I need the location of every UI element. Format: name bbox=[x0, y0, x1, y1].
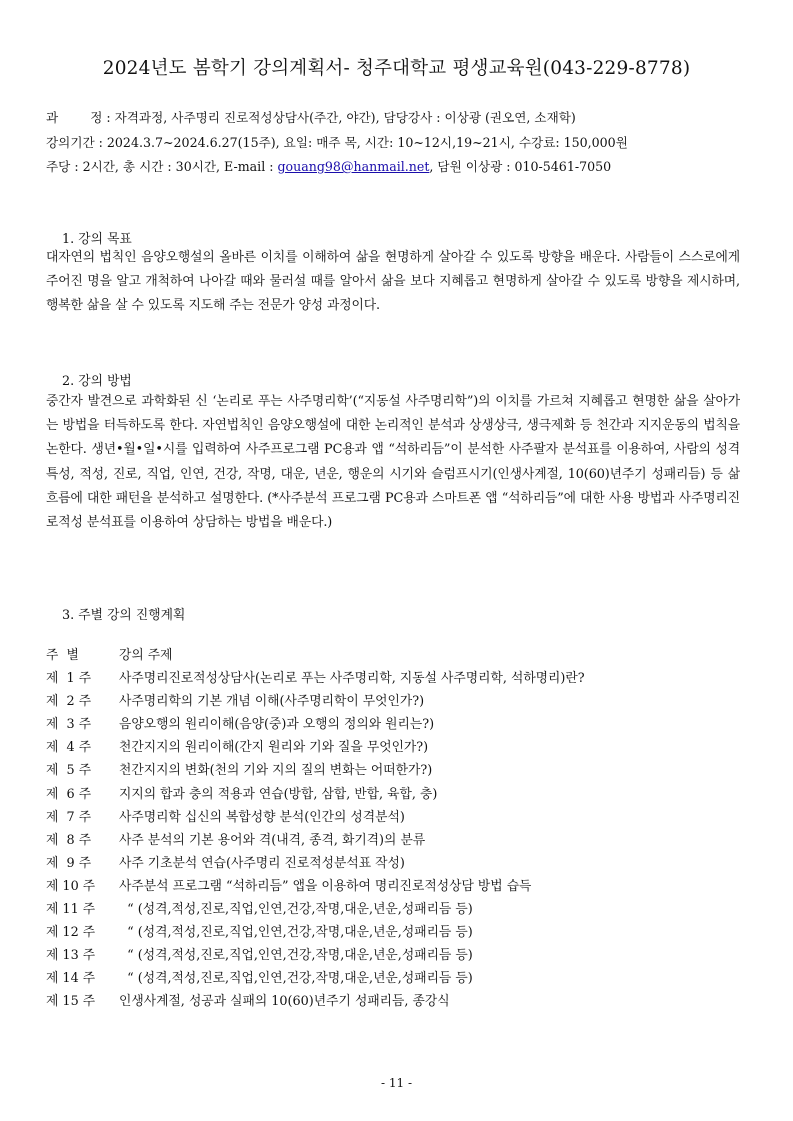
schedule-row bbox=[46, 990, 746, 1013]
schedule-week: 제 11 주 bbox=[46, 902, 96, 918]
schedule-header-week: 주 별 bbox=[46, 648, 79, 663]
weekly-schedule bbox=[46, 644, 746, 1014]
schedule-topic: 천간지지의 변화(천의 기와 지의 질의 변화는 어떠한가?) bbox=[119, 763, 433, 779]
schedule-header bbox=[46, 644, 746, 667]
schedule-row bbox=[46, 852, 746, 875]
schedule-row bbox=[46, 875, 746, 898]
contact-prefix: 주당 : 2시간, 총 시간 : 30시간, E-mail : bbox=[46, 159, 278, 174]
goal-text: 대자연의 법칙인 음양오행설의 올바른 이치를 이해하여 삶을 현명하게 살아갈 수 있도록 방향을 배운다. 사람들이 스스로에게 주어진 명을 알고 개척하여 나아갈 때와 물러설 때를 알아서 삶을 보다 지혜롭고 현명하게 살아갈 수 있도록 방향을 제시하며, 행복한 삶을 살 수 있도록 지도해 주는 전문가 양성 과정이다. bbox=[46, 250, 740, 314]
page-title: 2024년도 봄학기 강의계획서- 청주대학교 평생교육원(043-229-8778) bbox=[102, 58, 691, 79]
schedule-topic: “ (성격,적성,진로,직업,인연,건강,작명,대운,년운,성패리듬 등) bbox=[119, 902, 473, 918]
schedule-row bbox=[46, 783, 746, 806]
schedule-row bbox=[46, 898, 746, 921]
schedule-week: 제 2 주 bbox=[46, 694, 92, 710]
page-number: - 11 - bbox=[380, 1076, 412, 1090]
schedule-week: 제 10 주 bbox=[46, 878, 96, 894]
schedule-row bbox=[46, 713, 746, 736]
schedule-week: 제 13 주 bbox=[46, 948, 96, 964]
schedule-topic: 사주 기초분석 연습(사주명리 진로적성분석표 작성) bbox=[119, 855, 405, 871]
schedule-week: 제 14 주 bbox=[46, 971, 96, 987]
schedule-week: 제 8 주 bbox=[46, 832, 92, 848]
schedule-row bbox=[46, 759, 746, 782]
schedule-week: 제 3 주 bbox=[46, 717, 92, 733]
course-info bbox=[46, 106, 751, 180]
plan-heading: 3. 주별 강의 진행계획 bbox=[62, 608, 186, 623]
schedule-topic: 사주 분석의 기본 용어와 격(내격, 종격, 화기격)의 분류 bbox=[119, 832, 426, 848]
schedule-row bbox=[46, 921, 746, 944]
schedule-row bbox=[46, 667, 746, 690]
schedule-row bbox=[46, 806, 746, 829]
method-heading: 2. 강의 방법 bbox=[62, 374, 132, 389]
schedule-row bbox=[46, 736, 746, 759]
course-period-line: 강의기간 : 2024.3.7~2024.6.27(15주), 요일: 매주 목, 시간: 10~12시,19~21시, 수강료: 150,000원 bbox=[46, 134, 628, 150]
schedule-topic: 천간지지의 원리이해(간지 원리와 기와 질을 무엇인가?) bbox=[119, 740, 429, 756]
schedule-row bbox=[46, 944, 746, 967]
schedule-topic: 음양오행의 원리이해(음양(중)과 오행의 정의와 원리는?) bbox=[119, 717, 435, 733]
schedule-topic: “ (성격,적성,진로,직업,인연,건강,작명,대운,년운,성패리듬 등) bbox=[119, 948, 473, 964]
schedule-week: 제 12 주 bbox=[46, 925, 96, 941]
schedule-topic: 사주분석 프로그램 “석하리듬” 앱을 이용하여 명리진로적성상담 방법 습득 bbox=[119, 878, 532, 894]
schedule-topic: “ (성격,적성,진로,직업,인연,건강,작명,대운,년운,성패리듬 등) bbox=[119, 925, 473, 941]
goal-heading: 1. 강의 목표 bbox=[62, 232, 132, 247]
schedule-header-topic: 강의 주제 bbox=[119, 648, 173, 663]
contact-suffix: , 담원 이상광 : 010-5461-7050 bbox=[429, 159, 612, 174]
schedule-topic: 인생사계절, 성공과 실패의 10(60)년주기 성패리듬, 종강식 bbox=[119, 994, 450, 1010]
schedule-week: 제 6 주 bbox=[46, 786, 92, 802]
schedule-topic: 지지의 합과 충의 적용과 연습(방합, 삼합, 반합, 육합, 충) bbox=[119, 786, 438, 802]
contact-line bbox=[46, 155, 751, 180]
schedule-week: 제 15 주 bbox=[46, 994, 96, 1010]
schedule-week: 제 5 주 bbox=[46, 763, 92, 779]
schedule-week: 제 7 주 bbox=[46, 809, 92, 825]
method-text: 중간자 발견으로 과학화된 신 ‘논리로 푸는 사주명리학’(“지동설 사주명리학”)의 이치를 가르쳐 지혜롭고 현명한 삶을 살아가는 방법을 터득하도록 한다. 자연법칙인 음양오행설에 대한 논리적인 분석과 상생상극, 생극제화 등 천간과 지지운동의 법칙을 논한다. 생년•월•일•시를 입력하여 사주프로그램 PC용과 앱 “석하리듬”이 분석한 사주팔자 분석표를 이용하여, 사람의 성격특성, 적성, 진로, 직업, 인연, 건강, 작명, 대운, 년운, 행운의 시기와 슬럼프시기(인생사계절, 10(60)년주기 성패리듬) 등 삶 흐름에 대한 패턴을 분석하고 설명한다. (*사주분석 프로그램 PC용과 스마트폰 앱 “석하리듬”에 대한 사용 방법과 사주명리진로적성 분석표를 이용하여 상담하는 방법을 배운다.) bbox=[46, 394, 740, 531]
schedule-topic: 사주명리학 십신의 복합성향 분석(인간의 성격분석) bbox=[119, 809, 405, 825]
schedule-row bbox=[46, 829, 746, 852]
schedule-topic: 사주명리학의 기본 개념 이해(사주명리학이 무엇인가?) bbox=[119, 694, 425, 710]
course-info-line: 과 정 : 자격과정, 사주명리 진로적성상담사(주간, 야간), 담당강사 : 이상광 (권오연, 소재학) bbox=[46, 110, 576, 125]
email-link[interactable]: gouang98@hanmail.net bbox=[277, 159, 430, 174]
schedule-row bbox=[46, 690, 746, 713]
schedule-topic: “ (성격,적성,진로,직업,인연,건강,작명,대운,년운,성패리듬 등) bbox=[119, 971, 473, 987]
schedule-week: 제 4 주 bbox=[46, 740, 92, 756]
schedule-row bbox=[46, 967, 746, 990]
schedule-topic: 사주명리진로적성상담사(논리로 푸는 사주명리학, 지동설 사주명리학, 석하명리)란? bbox=[119, 671, 585, 687]
schedule-week: 제 9 주 bbox=[46, 855, 92, 871]
schedule-week: 제 1 주 bbox=[46, 671, 92, 687]
